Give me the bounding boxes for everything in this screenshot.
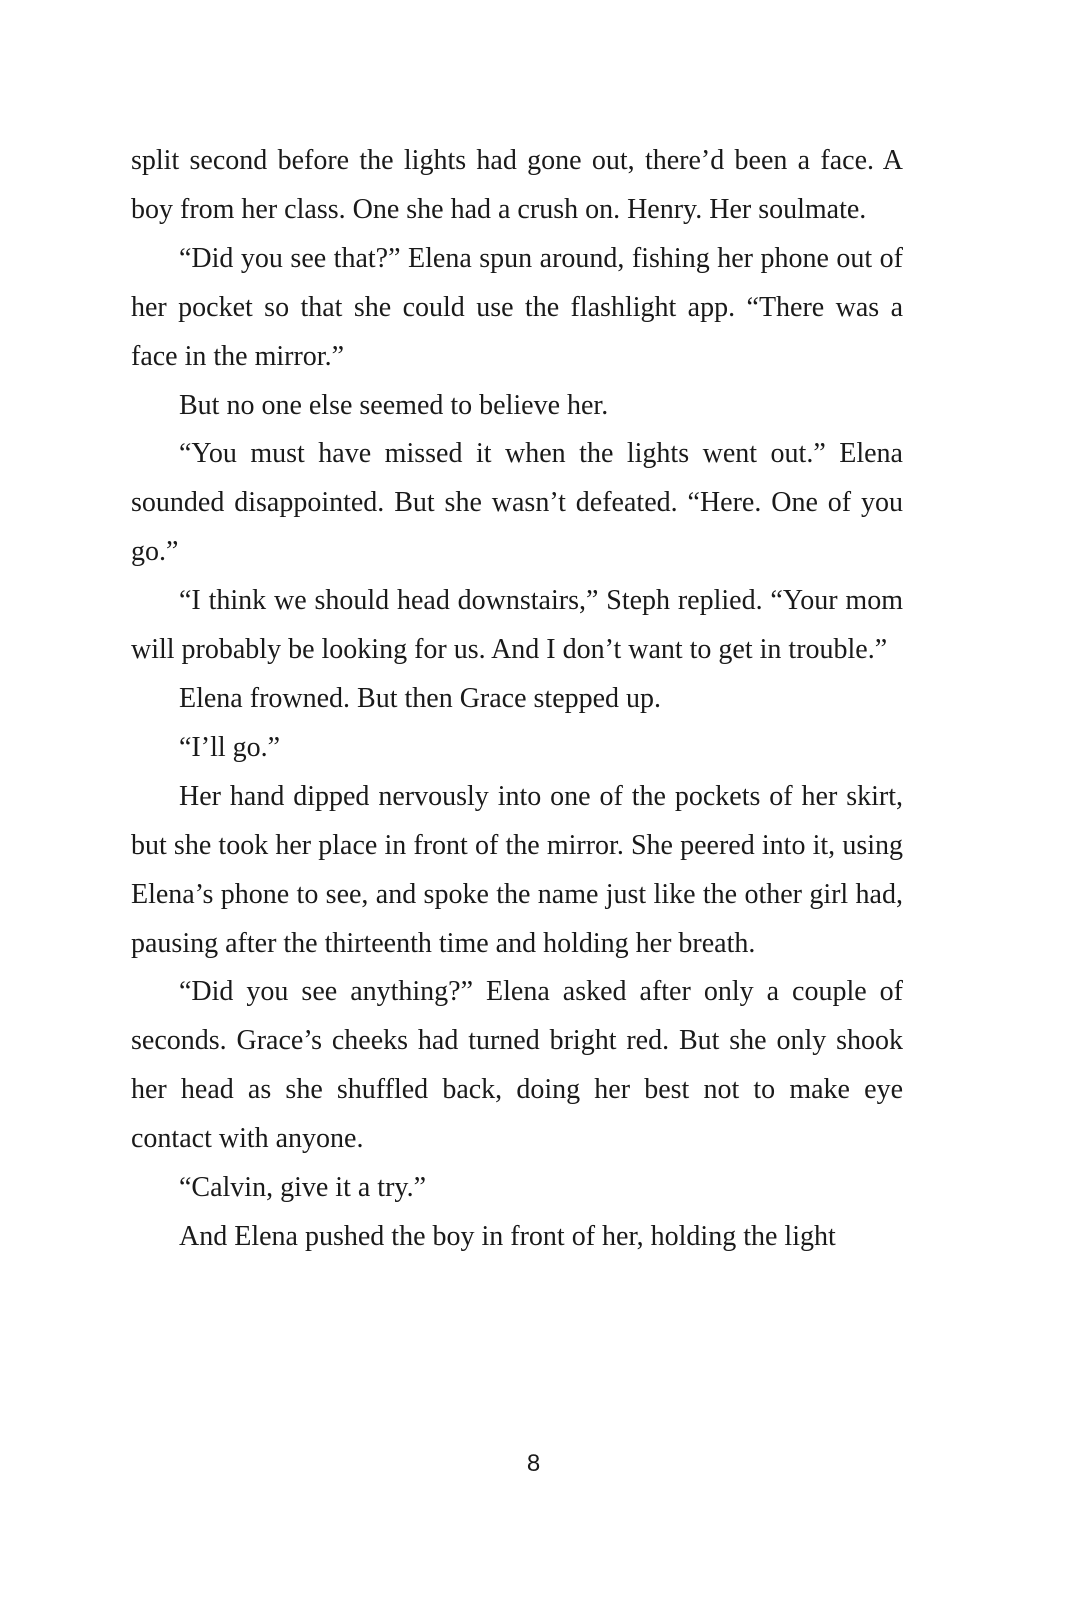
- paragraph-7: “I’ll go.”: [179, 731, 281, 763]
- page-number: 8: [526, 1450, 541, 1477]
- paragraph-11: And Elena pushed the boy in front of her, holding the light: [179, 1220, 836, 1252]
- paragraph-6: Elena frowned. But then Grace stepped up.: [179, 682, 662, 714]
- paragraph-4: “You must have missed it when the lights went out.” Elena sounded disappointed. But she wasn’t defeated. “Here. One of you go.”: [131, 438, 903, 568]
- body-text: [131, 137, 903, 1262]
- paragraph-9: “Did you see anything?” Elena asked after only a couple of seconds. Grace’s cheeks had turned bright red. But she only shook her head as she shuffled back, doing her best not to make eye contact with anyone.: [131, 976, 903, 1155]
- paragraph-10: “Calvin, give it a try.”: [179, 1172, 426, 1204]
- paragraph-2: “Did you see that?” Elena spun around, fishing her phone out of her pocket so that she could use the flashlight app. “There was a face in the mirror.”: [131, 242, 903, 372]
- paragraph-1: split second before the lights had gone out, there’d been a face. A boy from her class. One she had a crush on. Henry. Her soulmate.: [131, 145, 903, 225]
- paragraph-3: But no one else seemed to believe her.: [179, 389, 609, 421]
- paragraph-5: “I think we should head downstairs,” Steph replied. “Your mom will probably be looking for us. And I don’t want to get in trouble.”: [131, 585, 903, 666]
- paragraph-8: Her hand dipped nervously into one of the pockets of her skirt, but she took her place in front of the mirror. She peered into it, using Elena’s phone to see, and spoke the name just like the other girl had, pausing after the thirteenth time and holding her breath.: [131, 780, 903, 959]
